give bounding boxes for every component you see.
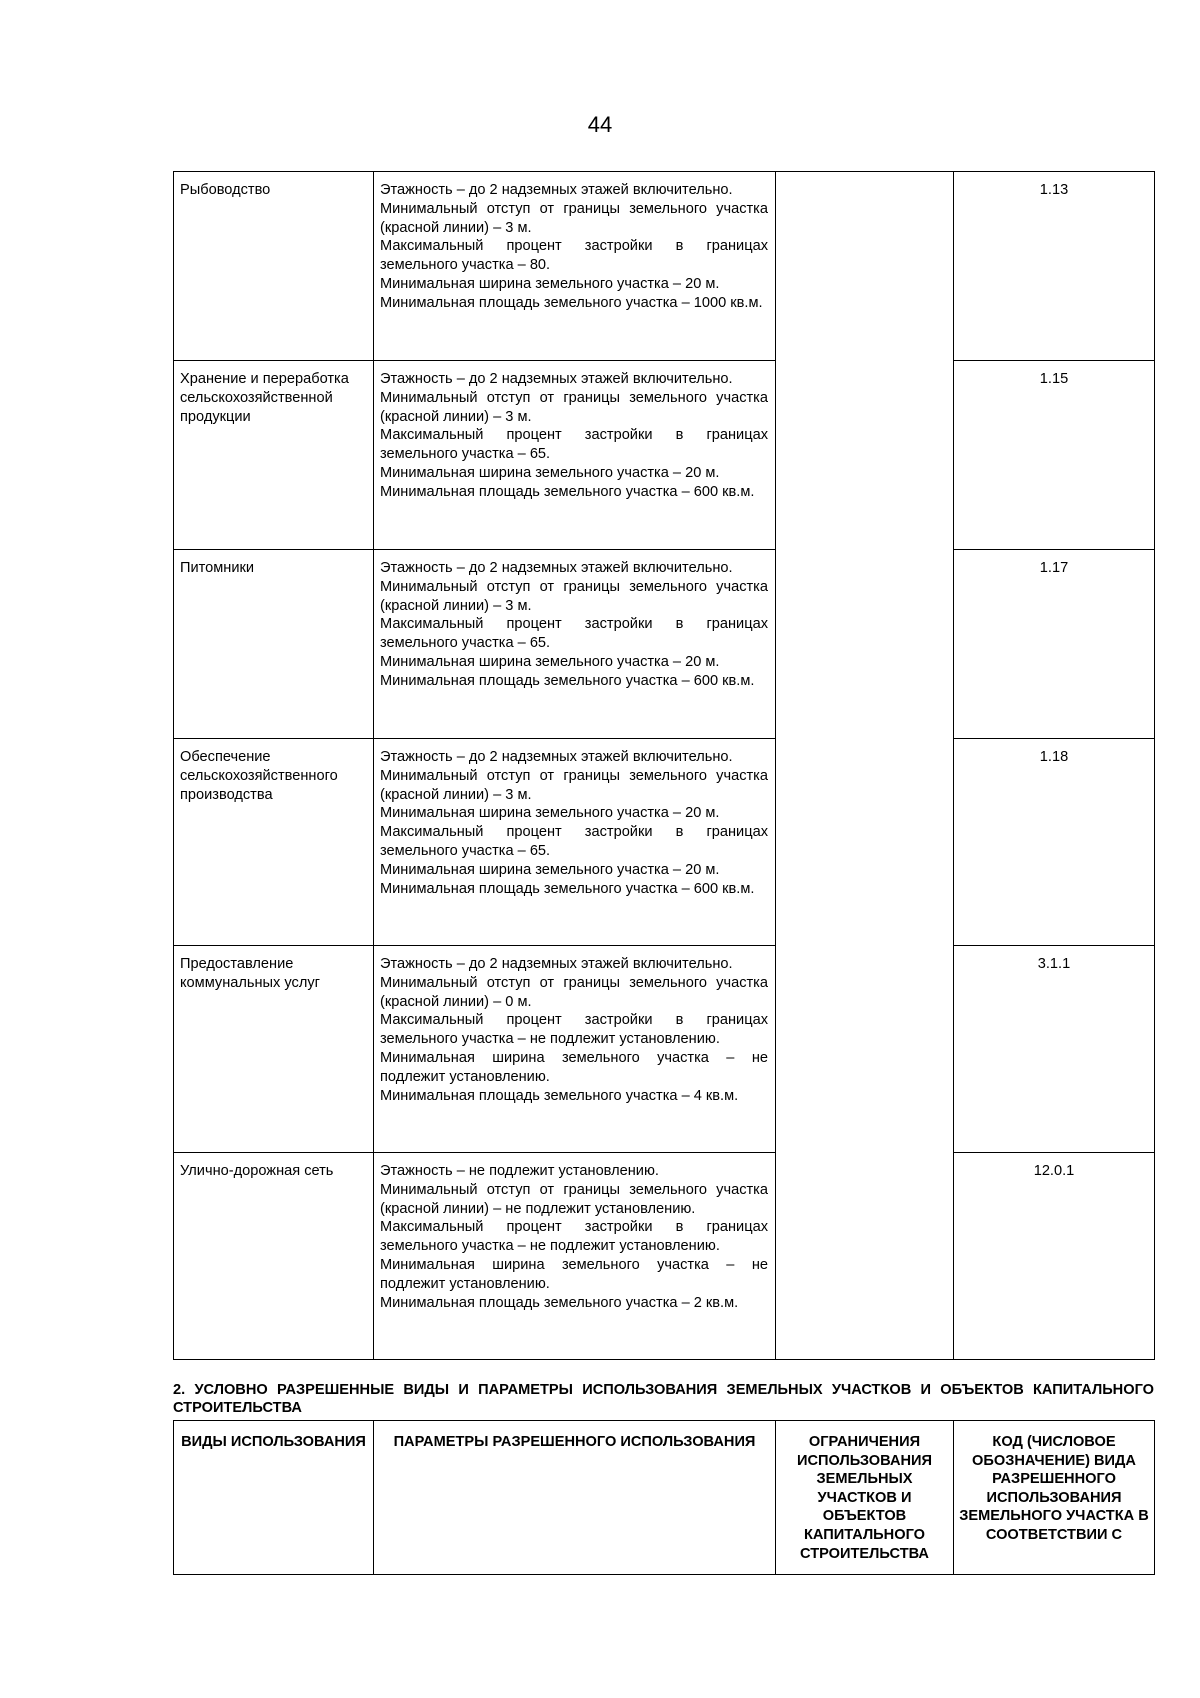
- use-params-text: [380, 955, 768, 1105]
- use-params-text: [380, 370, 768, 502]
- table-row: [174, 172, 1155, 361]
- table-row: [174, 550, 1155, 739]
- param-line: Минимальная площадь земельного участка – 600 кв.м.: [380, 483, 755, 500]
- param-line: Минимальный отступ от границы земельного участка (красной линии) – 3 м.: [380, 200, 768, 236]
- param-line: Максимальный процент застройки в границах земельного участка – 65.: [380, 616, 768, 652]
- table-row: [174, 1153, 1155, 1360]
- param-line: Максимальный процент застройки в границах земельного участка – 80.: [380, 238, 768, 274]
- use-kind-cell: Улично-дорожная сеть: [174, 1153, 374, 1360]
- use-code-cell: 12.0.1: [954, 1153, 1155, 1360]
- param-line: Минимальная ширина земельного участка – 20 м.: [380, 805, 720, 822]
- table-row: [174, 946, 1155, 1153]
- param-line: Минимальная ширина земельного участка – 20 м.: [380, 653, 720, 670]
- param-line: Этажность – до 2 надземных этажей включительно.: [380, 560, 733, 576]
- use-params-cell: [374, 739, 776, 946]
- param-line: Минимальный отступ от границы земельного участка (красной линии) – не подлежит установлению.: [380, 1181, 768, 1217]
- param-line: Минимальная площадь земельного участка – 1000 кв.м.: [380, 294, 763, 311]
- param-line: Минимальная ширина земельного участка – не подлежит установлению.: [380, 1049, 768, 1085]
- param-line: Минимальная ширина земельного участка – 20 м.: [380, 861, 720, 878]
- permitted-uses-table: [173, 171, 1155, 1360]
- column-header-code: КОД (ЧИСЛОВОЕ ОБОЗНАЧЕНИЕ) ВИДА РАЗРЕШЕННОГО ИСПОЛЬЗОВАНИЯ ЗЕМЕЛЬНОГО УЧАСТКА В СООТВЕТСТВИИ С: [954, 1421, 1155, 1575]
- table-row: [174, 361, 1155, 550]
- use-params-text: [380, 748, 768, 898]
- use-params-text: [380, 559, 768, 691]
- column-header-params: ПАРАМЕТРЫ РАЗРЕШЕННОГО ИСПОЛЬЗОВАНИЯ: [374, 1421, 776, 1575]
- param-line: Этажность – до 2 надземных этажей включительно.: [380, 371, 733, 387]
- use-code-cell: 1.17: [954, 550, 1155, 739]
- use-kind-cell: Рыбоводство: [174, 172, 374, 361]
- use-params-cell: [374, 361, 776, 550]
- use-kind-cell: Предоставление коммунальных услуг: [174, 946, 374, 1153]
- use-kind-cell: Питомники: [174, 550, 374, 739]
- param-line: Минимальный отступ от границы земельного участка (красной линии) – 3 м.: [380, 767, 768, 803]
- use-params-text: [380, 1162, 768, 1312]
- use-kind-cell: Обеспечение сельскохозяйственного производства: [174, 739, 374, 946]
- restrictions-cell: [776, 172, 954, 1360]
- param-line: Минимальная площадь земельного участка – 2 кв.м.: [380, 1294, 739, 1311]
- param-line: Минимальная площадь земельного участка – 600 кв.м.: [380, 880, 755, 897]
- param-line: Этажность – не подлежит установлению.: [380, 1163, 659, 1179]
- param-line: Максимальный процент застройки в границах земельного участка – 65.: [380, 824, 768, 859]
- param-line: Максимальный процент застройки в границах земельного участка – не подлежит установлению.: [380, 1219, 768, 1255]
- use-params-cell: [374, 946, 776, 1153]
- section-heading: 2. УСЛОВНО РАЗРЕШЕННЫЕ ВИДЫ И ПАРАМЕТРЫ ИСПОЛЬЗОВАНИЯ ЗЕМЕЛЬНЫХ УЧАСТКОВ И ОБЪЕКТОВ КАПИТАЛЬНОГО СТРОИТЕЛЬСТВА: [173, 1382, 1154, 1416]
- table-header-row: [174, 1421, 1155, 1575]
- param-line: Минимальная площадь земельного участка – 4 кв.м.: [380, 1087, 739, 1104]
- use-code-cell: 1.13: [954, 172, 1155, 361]
- use-code-cell: 1.18: [954, 739, 1155, 946]
- param-line: Минимальный отступ от границы земельного участка (красной линии) – 3 м.: [380, 578, 768, 614]
- table-row: [174, 739, 1155, 946]
- param-line: Минимальный отступ от границы земельного участка (красной линии) – 3 м.: [380, 389, 768, 425]
- param-line: Этажность – до 2 надземных этажей включительно.: [380, 182, 733, 198]
- use-params-text: [380, 181, 768, 313]
- use-params-cell: [374, 550, 776, 739]
- use-kind-cell: Хранение и переработка сельскохозяйственной продукции: [174, 361, 374, 550]
- param-line: Минимальная площадь земельного участка – 600 кв.м.: [380, 672, 755, 689]
- param-line: Этажность – до 2 надземных этажей включительно.: [380, 956, 733, 972]
- conditional-uses-table: [173, 1420, 1155, 1575]
- param-line: Максимальный процент застройки в границах земельного участка – не подлежит установлению.: [380, 1012, 768, 1048]
- param-line: Минимальный отступ от границы земельного участка (красной линии) – 0 м.: [380, 974, 768, 1010]
- column-header-restrictions: ОГРАНИЧЕНИЯ ИСПОЛЬЗОВАНИЯ ЗЕМЕЛЬНЫХ УЧАСТКОВ И ОБЪЕКТОВ КАПИТАЛЬНОГО СТРОИТЕЛЬСТВА: [776, 1421, 954, 1575]
- param-line: Максимальный процент застройки в границах земельного участка – 65.: [380, 427, 768, 463]
- param-line: Минимальная ширина земельного участка – 20 м.: [380, 464, 720, 481]
- param-line: Минимальная ширина земельного участка – не подлежит установлению.: [380, 1256, 768, 1292]
- use-params-cell: [374, 172, 776, 361]
- param-line: Этажность – до 2 надземных этажей включительно.: [380, 749, 733, 765]
- use-code-cell: 3.1.1: [954, 946, 1155, 1153]
- param-line: Минимальная ширина земельного участка – 20 м.: [380, 275, 720, 292]
- use-code-cell: 1.15: [954, 361, 1155, 550]
- use-params-cell: [374, 1153, 776, 1360]
- page-number: 44: [587, 112, 613, 137]
- column-header-kinds: ВИДЫ ИСПОЛЬЗОВАНИЯ: [174, 1421, 374, 1575]
